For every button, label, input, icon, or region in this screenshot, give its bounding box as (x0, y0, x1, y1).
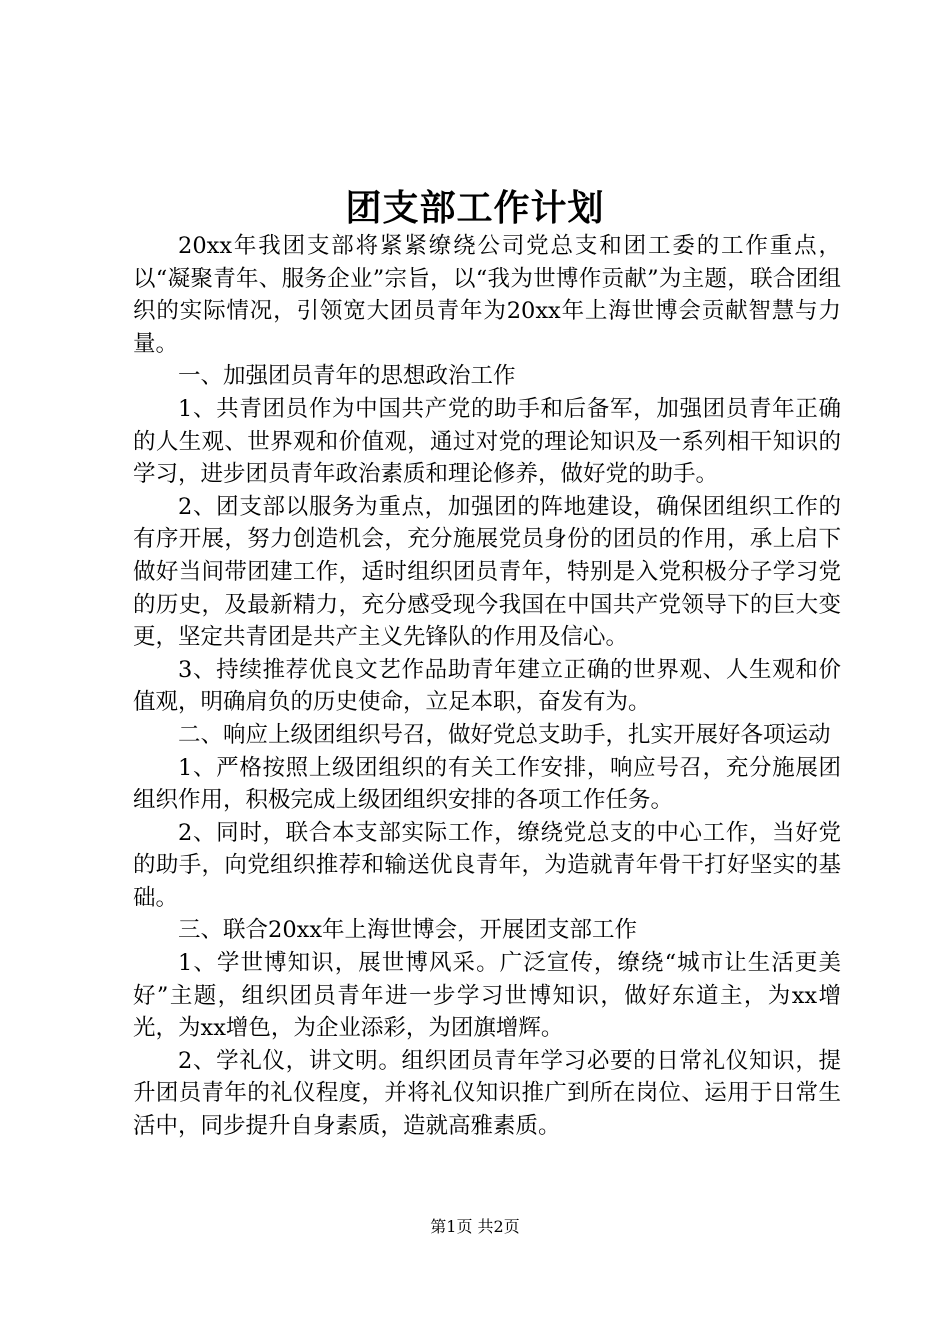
paragraph-2-2: 2、同时，联合本支部实际工作，缭绕党总支的中心工作，当好党的助手，向党组织推荐和输送优良青年，为造就青年骨干打好坚实的基础。 (133, 819, 841, 911)
document-body (133, 230, 841, 1143)
paragraph-intro: 20xx年我团支部将紧紧缭绕公司党总支和团工委的工作重点，以“凝聚青年、服务企业”宗旨，以“我为世博作贡献”为主题，联合团组织的实际情况，引领宽大团员青年为20xx年上海世博会贡献智慧与力量。 (133, 233, 841, 357)
document-title: 团支部工作计划 (345, 187, 605, 229)
paragraph-1-1: 1、共青团员作为中国共产党的助手和后备军，加强团员青年正确的人生观、世界观和价值观，通过对党的理论知识及一系列相干知识的学习，进步团员青年政治素质和理论修养，做好党的助手。 (133, 395, 841, 488)
section-heading-3: 三、联合20xx年上海世博会，开展团支部工作 (178, 917, 638, 944)
paragraph-1-2: 2、团支部以服务为重点，加强团的阵地建设，确保团组织工作的有序开展，努力创造机会，充分施展党员身份的团员的作用，承上启下做好当间带团建工作，适时组织团员青年，特别是入党积极分子学习党的历史，及最新精力，充分感受现今我国在中国共产党领导下的巨大变更，坚定共青团是共产主义先锋队的作用及信心。 (133, 493, 841, 651)
section-heading-2: 二、响应上级团组织号召，做好党总支助手，扎实开展好各项运动 (178, 721, 831, 748)
paragraph-2-1: 1、严格按照上级团组织的有关工作安排，响应号召，充分施展团组织作用，积极完成上级团组织安排的各项工作任务。 (133, 754, 841, 814)
section-heading-1: 一、加强团员青年的思想政治工作 (178, 363, 516, 390)
page-footer: 第1页 共2页 (430, 1217, 520, 1236)
paragraph-3-2: 2、学礼仪，讲文明。组织团员青年学习必要的日常礼仪知识，提升团员青年的礼仪程度，并将礼仪知识推广到所在岗位、运用于日常生活中，同步提升自身素质，造就高雅素质。 (133, 1047, 841, 1140)
paragraph-1-3: 3、持续推荐优良文艺作品助青年建立正确的世界观、人生观和价值观，明确肩负的历史使命，立足本职，奋发有为。 (133, 656, 841, 716)
paragraph-3-1: 1、学世博知识，展世博风采。广泛宣传，缭绕“城市让生活更美好”主题，组织团员青年进一步学习世博知识，做好东道主，为xx增光，为xx增色，为企业添彩，为团旗增辉。 (133, 950, 841, 1042)
